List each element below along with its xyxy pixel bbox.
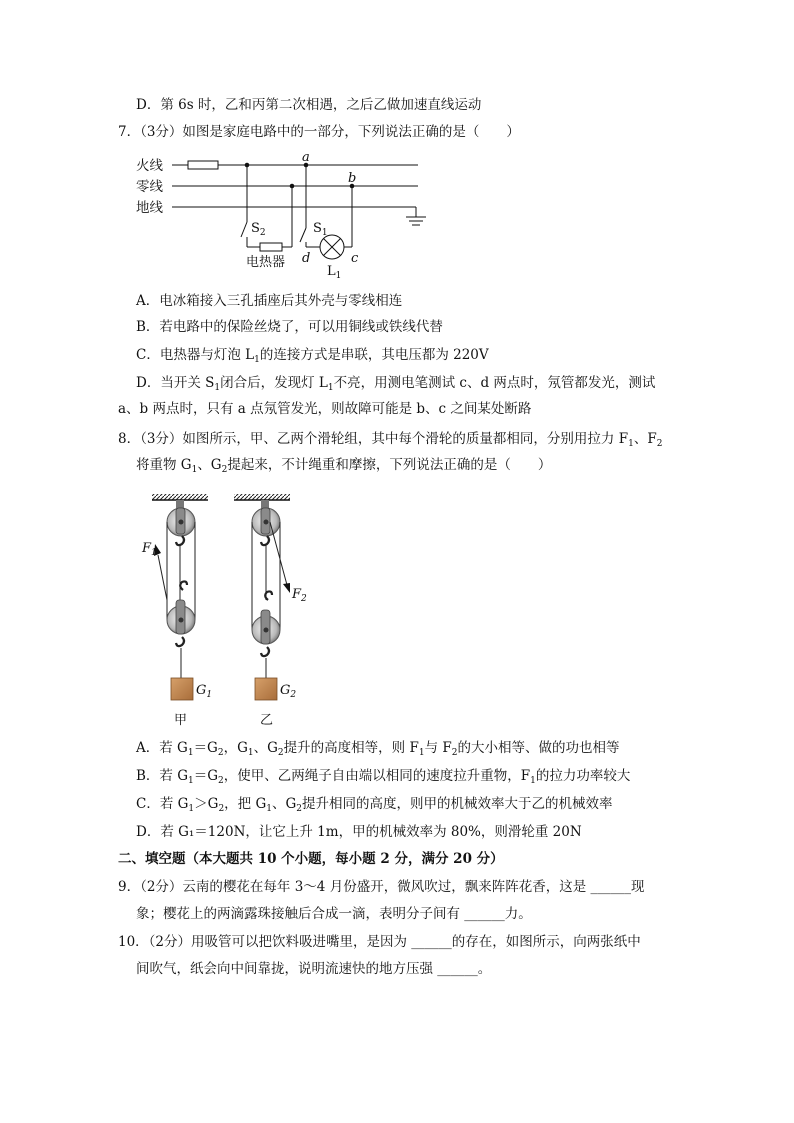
label-jia: 甲 (174, 713, 188, 728)
q8-option-a: A．若 $G_1=G_2$，$G_1$、$G_2$提升的高度相等，则 $F_1$与 $F_2$的大小相等、做的功也相等 (136, 740, 620, 758)
q8-stem-line2: 将重物 $G_1$、$G_2$提起来，不计绳重和摩擦，下列说法正确的是（ ） (136, 457, 552, 475)
q9-line2: 象；樱花上的两滴露珠接触后合成一滴，表明分子间有 ______力。 (136, 906, 532, 922)
q7-option-d-line2: a、b 两点时，只有 a 点氖管发光，则故障可能是 b、c 之间某处断路 (118, 401, 532, 417)
switch-s2-label: $S_2$ (251, 221, 266, 238)
heater-label: 电热器 (246, 255, 286, 270)
weight-g1-label: $G_1$ (196, 683, 213, 700)
q7-stem: 7．（3分）如图是家庭电路中的一部分，下列说法正确的是（ ） (118, 124, 520, 140)
q7-option-c: C．电热器与灯泡 $L_1$的连接方式是串联，其电压都为 220V (136, 347, 489, 365)
section-2-heading: 二、填空题（本大题共 10 个小题，每小题 2 分，满分 20 分） (118, 851, 504, 867)
switch-s1-label: $S_1$ (313, 221, 328, 238)
q8-stem-line1: 8．（3分）如图所示，甲、乙两个滑轮组，其中每个滑轮的质量都相同，分别用拉力 $F_1$、$F_2$ (118, 431, 663, 449)
pulley-system-jia (152, 494, 208, 700)
weight-g2-label: $G_2$ (280, 683, 297, 700)
label-neutral-wire: 零线 (136, 179, 163, 195)
q10-line2: 间吹气，纸会向中间靠拢，说明流速快的地方压强 ______。 (136, 961, 492, 977)
pulley-system-yi (234, 494, 290, 700)
point-a: a (302, 150, 310, 165)
label-live-wire: 火线 (136, 158, 163, 174)
q7-option-a: A．电冰箱接入三孔插座后其外壳与零线相连 (136, 293, 403, 309)
q6-option-d: D．第 6s 时，乙和丙第二次相遇，之后乙做加速直线运动 (136, 97, 482, 113)
q9-line1: 9．（2分）云南的樱花在每年 3～4 月份盛开，微风吹过，飘来阵阵花香，这是 ______现 (118, 879, 645, 895)
label-ground-wire: 地线 (136, 200, 163, 216)
q8-option-d: D．若 G₁＝120N，让它上升 1m，甲的机械效率为 80%，则滑轮重 20N (136, 824, 582, 840)
q10-line1: 10．（2分）用吸管可以把饮料吸进嘴里，是因为 ______的存在，如图所示，向两张纸中 (118, 934, 641, 950)
q8-option-c: C．若 $G_1>G_2$，把 $G_1$、$G_2$提升相同的高度，则甲的机械效率大于乙的机械效率 (136, 796, 613, 814)
lamp-label: $L_1$ (327, 264, 342, 281)
point-d: d (302, 251, 311, 266)
force-f2-label: $F_2$ (292, 587, 307, 604)
q8-option-b: B．若 $G_1=G_2$，使甲、乙两绳子自由端以相同的速度拉升重物，$F_1$的拉力功率较大 (136, 768, 631, 786)
q7-option-b: B．若电路中的保险丝烧了，可以用铜线或铁线代替 (136, 319, 443, 335)
label-yi: 乙 (260, 713, 274, 728)
point-b: b (348, 171, 357, 186)
q7-option-d-line1: D．当开关 $S_1$闭合后，发现灯 $L_1$不亮，用测电笔测试 c、d 两点时，氖管都发光，测试 (136, 375, 656, 393)
force-f1-label: $F_1$ (142, 541, 157, 558)
point-c: c (351, 251, 359, 266)
